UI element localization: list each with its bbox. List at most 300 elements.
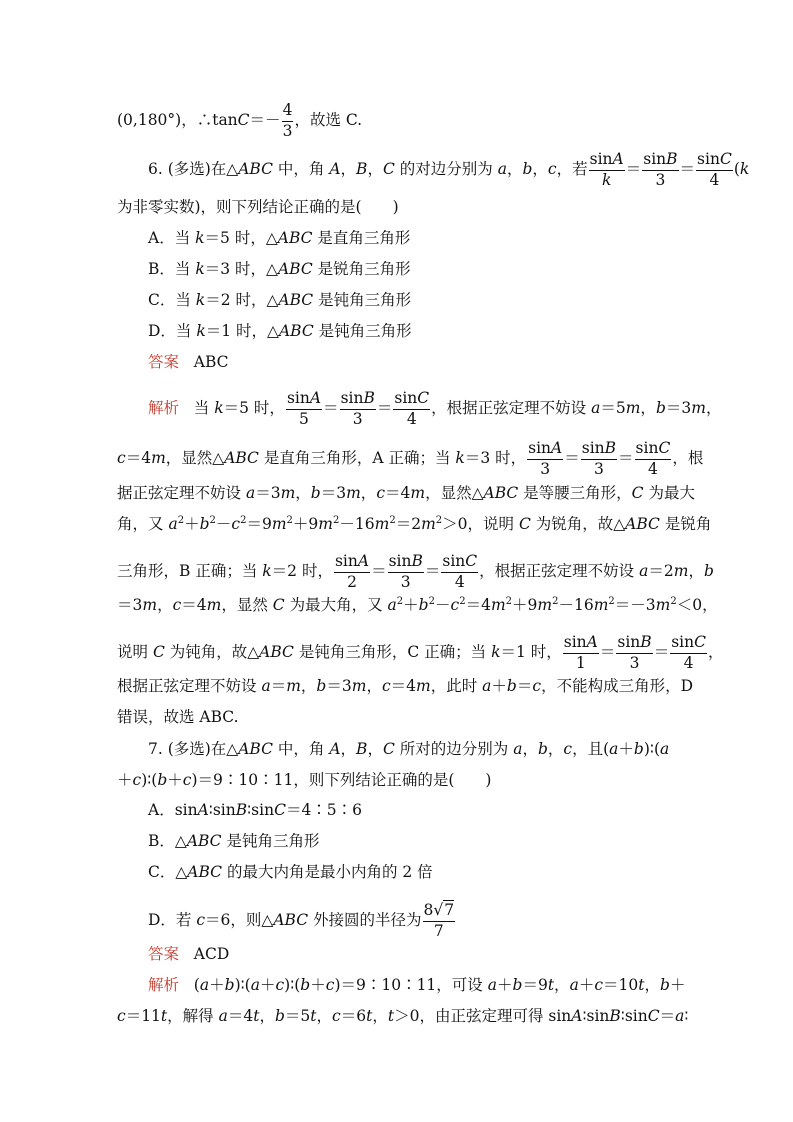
text-segment: ＝5 时，△	[204, 229, 278, 247]
math-variable: a	[639, 562, 649, 580]
math-variable: m	[593, 596, 609, 614]
answer-label: 答案	[148, 945, 180, 963]
text-segment: 的对边分别为	[394, 160, 498, 178]
math-variable: ABC	[224, 449, 259, 467]
math-variable: m	[416, 677, 431, 695]
math-variable: A	[586, 633, 598, 651]
text-segment: D．当	[148, 322, 197, 340]
text-segment: ＋	[669, 976, 686, 994]
q7-stem-line2	[117, 770, 491, 790]
math-variable: c	[532, 677, 542, 695]
text-segment: 是钝角三角形	[313, 291, 412, 309]
text-segment: 是锐角	[659, 515, 712, 533]
text-segment	[635, 441, 672, 460]
text-segment: 4	[454, 572, 465, 591]
text-segment: 根据正弦定理不妨设	[117, 677, 262, 695]
text-segment: 4	[683, 653, 694, 672]
text-segment	[589, 152, 625, 171]
text-segment: ＝4	[385, 484, 411, 502]
text-segment: ＝2	[395, 515, 422, 533]
math-variable: a	[591, 399, 601, 417]
math-variable: ABC	[186, 832, 222, 850]
math-variable: k	[195, 229, 205, 247]
fraction	[616, 635, 652, 671]
text-segment: ∶sin	[620, 1007, 648, 1025]
math-variable: c	[594, 976, 604, 994]
q6-option-b	[148, 259, 411, 279]
math-variable: c	[381, 677, 391, 695]
math-variable: t	[160, 1007, 168, 1025]
math-variable: m	[318, 515, 333, 533]
text-segment: 4	[282, 103, 294, 122]
fraction	[334, 554, 370, 590]
text-segment: ＋	[209, 976, 225, 994]
text-segment	[527, 441, 563, 460]
superscript: 2	[177, 515, 185, 526]
math-variable: m	[421, 515, 436, 533]
math-variable: k	[601, 170, 612, 189]
math-variable: b	[310, 484, 321, 502]
q7-option-d	[148, 903, 456, 939]
math-variable: c	[563, 740, 573, 758]
q7-option-b	[148, 831, 319, 851]
text-segment: ＝4	[125, 449, 152, 467]
text-segment	[423, 903, 456, 922]
math-variable: C	[518, 515, 531, 533]
math-variable: b	[506, 677, 517, 695]
text-segment: 是钝角三角形	[313, 322, 412, 340]
math-variable: a	[250, 976, 260, 994]
text-segment: 4	[406, 409, 417, 428]
text-segment: 中，角	[272, 740, 330, 758]
fraction	[589, 152, 625, 188]
text-segment: 中，角	[272, 160, 330, 178]
text-segment: 7	[444, 901, 455, 919]
math-variable: c	[196, 911, 206, 929]
text-segment: ＝3	[117, 596, 143, 614]
q6-answer	[148, 352, 229, 372]
text-segment: sin	[671, 633, 695, 651]
text-segment: sin	[286, 389, 310, 407]
math-variable: A	[612, 150, 624, 168]
q6-explanation-line9: 错误，故选 ABC.	[117, 708, 239, 726]
text-segment: ，	[554, 976, 570, 994]
text-segment: ＝3	[665, 399, 692, 417]
math-variable: B	[411, 552, 423, 570]
text-segment: D．若	[148, 911, 197, 929]
math-variable: B	[356, 740, 368, 758]
math-variable: m	[625, 399, 641, 417]
text-segment: ＝	[564, 449, 580, 467]
text-segment: ，	[366, 677, 382, 695]
text-segment: ，根据正弦定理不妨设	[479, 562, 640, 580]
sqrt-icon: √	[433, 901, 444, 919]
math-variable: m	[280, 484, 296, 502]
text-segment: A．当	[148, 229, 196, 247]
math-variable: C	[647, 1007, 660, 1025]
text-segment: ＝3	[320, 484, 347, 502]
fraction	[393, 391, 430, 427]
text-segment	[340, 391, 376, 410]
text-segment: ＝9	[522, 976, 548, 994]
text-segment: ＝－	[249, 111, 281, 129]
superscript: 2	[428, 596, 435, 607]
text-segment: ，	[367, 740, 383, 758]
text-segment: ＞0，由正弦定理可得 sin	[394, 1007, 572, 1025]
math-variable: m	[286, 677, 301, 695]
math-variable: C	[719, 150, 732, 168]
math-variable: k	[214, 399, 224, 417]
text-segment: 据正弦定理不妨设	[117, 484, 246, 502]
text-segment: 为最大	[643, 484, 695, 502]
text-segment: 3	[540, 459, 551, 478]
text-segment: ＋9	[512, 596, 538, 614]
text-segment: ＝2 时，	[271, 562, 333, 580]
text-segment: ＝	[618, 449, 634, 467]
fraction	[423, 903, 456, 939]
math-variable: t	[253, 1007, 260, 1025]
text-segment: ＋	[403, 596, 419, 614]
text-segment: ＝	[659, 1007, 676, 1025]
math-variable: c	[117, 449, 126, 467]
superscript: 2	[552, 596, 559, 607]
math-variable: c	[325, 976, 335, 994]
text-segment: ACD	[193, 945, 230, 963]
text-segment: ＝	[516, 677, 533, 695]
q6-explanation-line4	[117, 514, 711, 534]
math-variable: A	[309, 389, 322, 407]
math-variable: k	[196, 322, 206, 340]
q6-explanation-line7	[117, 635, 724, 671]
math-variable: ABC	[238, 160, 273, 178]
text-segment: ＝	[599, 643, 616, 661]
math-variable: C	[417, 389, 430, 407]
text-segment: ＝4	[227, 1007, 254, 1025]
text-segment: ，	[340, 160, 357, 178]
text-segment: ，解得	[167, 1007, 219, 1025]
text-segment: ，	[259, 1007, 275, 1025]
text-segment: 3	[400, 572, 411, 591]
text-segment: 3	[282, 121, 293, 140]
text-segment: B．当	[148, 260, 196, 278]
text-segment: 是等腰三角形，	[518, 484, 632, 502]
text-segment	[581, 441, 617, 460]
text-segment: 3	[629, 653, 640, 672]
fraction	[282, 103, 294, 139]
text-segment: A．sin	[148, 801, 198, 819]
math-variable: B	[604, 439, 617, 457]
math-variable: a	[609, 740, 619, 758]
text-segment: ，	[705, 399, 722, 417]
math-variable: b	[274, 1007, 285, 1025]
math-variable: m	[271, 515, 287, 533]
text-segment: ＝2	[648, 562, 674, 580]
text-segment	[334, 554, 370, 573]
text-segment: sin	[581, 439, 605, 457]
text-segment: －	[215, 515, 232, 533]
math-variable: C	[272, 596, 285, 614]
text-segment: 为钝角，故△	[164, 643, 260, 661]
q6-option-a	[148, 228, 410, 248]
text-segment: ，	[547, 740, 564, 758]
text-segment: ＜0，	[676, 596, 718, 614]
math-variable: A	[197, 801, 209, 819]
text-segment: sin	[528, 439, 552, 457]
q6-explanation-line3	[117, 483, 695, 503]
text-segment: ＝－3	[614, 596, 656, 614]
text-segment: ，	[688, 562, 704, 580]
math-variable: B	[235, 801, 248, 819]
math-variable: ABC	[259, 643, 294, 661]
text-segment	[670, 635, 707, 654]
math-variable: k	[195, 260, 205, 278]
math-variable: b	[157, 771, 168, 789]
superscript: 2	[389, 515, 396, 526]
text-segment: ＝5	[284, 1007, 311, 1025]
text-segment: 是直角三角形	[312, 229, 411, 247]
text-segment: 7	[433, 921, 444, 940]
text-segment: sin	[394, 389, 418, 407]
text-segment: ＝4	[181, 596, 207, 614]
text-segment: ，	[640, 399, 656, 417]
text-segment: )∶(	[643, 740, 660, 758]
text-segment: ＋	[167, 771, 183, 789]
explanation-label: 解析	[148, 976, 180, 994]
text-segment: ABC	[193, 353, 229, 371]
fraction	[286, 391, 322, 427]
text-segment: ＝6，则△	[205, 911, 274, 929]
text-segment: ＝	[653, 643, 670, 661]
text-segment: ＝3	[255, 484, 281, 502]
text-segment: 2	[347, 572, 357, 591]
superscript: 2	[286, 515, 293, 526]
fraction	[635, 441, 672, 477]
text-segment: 1	[575, 653, 586, 672]
math-variable: a	[261, 677, 271, 695]
q6-explanation-line1	[148, 391, 721, 427]
text-segment: ，显然△	[165, 449, 225, 467]
text-segment: ＝1 时，△	[205, 322, 279, 340]
text-segment: (	[733, 160, 740, 178]
text-segment: ＝5	[600, 399, 626, 417]
math-variable: b	[537, 740, 548, 758]
math-variable: b	[199, 515, 210, 533]
text-segment: )＝9∶10∶11，则下列结论正确的是( )	[191, 771, 492, 789]
text-segment	[642, 152, 678, 171]
math-variable: m	[673, 562, 689, 580]
text-segment: )∶(	[284, 976, 301, 994]
text-segment: ，不能构成三角形，D	[541, 677, 693, 695]
math-variable: A	[329, 160, 341, 178]
text-segment: ，若	[556, 160, 588, 178]
math-variable: c	[332, 1007, 341, 1025]
math-variable: m	[537, 596, 553, 614]
q6-option-c	[148, 290, 411, 310]
math-variable: a	[168, 515, 178, 533]
math-variable: b	[224, 976, 235, 994]
math-variable: k	[739, 160, 750, 178]
text-segment: ，	[707, 643, 724, 661]
math-variable: m	[346, 484, 361, 502]
math-variable: c	[132, 771, 142, 789]
text-segment: ，	[506, 160, 523, 178]
text-segment: 4	[648, 459, 658, 478]
math-variable: A	[329, 740, 341, 758]
math-variable: a	[487, 976, 497, 994]
text-segment: ，	[157, 596, 173, 614]
text-segment: ＝3	[326, 677, 352, 695]
math-variable: C	[465, 552, 478, 570]
text-segment: sin	[340, 389, 364, 407]
math-variable: b	[655, 399, 666, 417]
math-variable: ABC	[273, 911, 309, 929]
math-variable: m	[351, 677, 367, 695]
text-segment: ＋	[491, 677, 507, 695]
text-segment: ，显然	[221, 596, 273, 614]
q6-explanation-line5	[117, 554, 714, 590]
text-segment: ＋	[184, 515, 200, 533]
text-segment	[616, 635, 652, 654]
text-segment: ＝	[323, 399, 339, 417]
text-segment: 3	[655, 170, 666, 189]
text-segment: (0,180°)，∴tan	[117, 111, 238, 129]
explanation-label: 解析	[148, 399, 180, 417]
text-segment: ，	[367, 160, 383, 178]
text-segment: 是钝角三角形，C 正确；当	[293, 643, 492, 661]
fraction	[696, 152, 733, 188]
text-segment: 5	[299, 409, 309, 428]
math-variable: t	[387, 1007, 395, 1025]
math-variable: A	[551, 439, 563, 457]
math-variable: a	[569, 976, 579, 994]
text-segment: ＝10	[603, 976, 639, 994]
text-segment: ＋	[117, 771, 133, 789]
math-variable: b	[418, 596, 429, 614]
text-segment: ＝	[376, 399, 393, 417]
text-segment: )∶(	[141, 771, 158, 789]
text-segment: sin	[442, 552, 466, 570]
q6-explanation-line8	[117, 676, 693, 696]
text-segment: ∶sin	[247, 801, 275, 819]
text-segment: 三角形，B 正确；当	[117, 562, 263, 580]
text-segment: ，此时	[430, 677, 483, 695]
text-segment: －16	[339, 515, 375, 533]
superscript: 2	[608, 596, 615, 607]
math-variable: a	[387, 596, 397, 614]
math-variable: C	[382, 740, 395, 758]
q7-answer	[148, 944, 229, 964]
math-variable: k	[195, 291, 206, 309]
math-variable: ABC	[278, 322, 314, 340]
math-variable: a	[497, 160, 507, 178]
text-segment: 为最大角，又	[284, 596, 388, 614]
superscript: 2	[209, 515, 216, 526]
text-segment	[589, 171, 625, 189]
math-variable: b	[633, 740, 644, 758]
text-segment: sin	[334, 552, 358, 570]
math-variable: t	[366, 1007, 373, 1025]
superscript: 2	[670, 596, 677, 607]
text-segment: B．△	[148, 832, 187, 850]
text-segment: ∶	[684, 1007, 689, 1025]
text-segment	[563, 635, 599, 654]
text-segment: 是钝角三角形	[221, 832, 320, 850]
math-variable: ABC	[625, 515, 660, 533]
math-variable: C	[694, 633, 706, 651]
text-segment: 角，又	[117, 515, 169, 533]
text-segment: ＝	[270, 677, 287, 695]
text-segment: sin	[388, 552, 412, 570]
answer-label: 答案	[148, 353, 180, 371]
prev-solution-tail	[117, 103, 362, 139]
text-segment: 为锐角，故△	[530, 515, 626, 533]
math-variable: t	[310, 1007, 317, 1025]
text-segment: 8	[423, 901, 434, 919]
text-segment: 外接圆的半径为	[308, 911, 422, 929]
math-variable: c	[117, 1007, 126, 1025]
math-variable: a	[245, 484, 256, 502]
math-variable: m	[374, 515, 390, 533]
text-segment	[393, 391, 430, 410]
math-variable: m	[151, 449, 166, 467]
math-variable: c	[182, 771, 192, 789]
text-segment: ，	[360, 484, 377, 502]
fraction	[527, 441, 563, 477]
text-segment: ，显然△	[425, 484, 484, 502]
math-variable: k	[262, 562, 272, 580]
text-segment	[388, 554, 424, 573]
math-variable: t	[638, 976, 645, 994]
text-segment: ，	[372, 1007, 388, 1025]
math-variable: b	[512, 976, 523, 994]
text-segment: 4	[709, 170, 720, 189]
math-variable: a	[513, 740, 523, 758]
text-segment: 是锐角三角形	[312, 260, 411, 278]
q6-stem-line1	[148, 152, 749, 188]
math-variable: m	[142, 596, 158, 614]
math-variable: a	[199, 976, 210, 994]
superscript: 2	[435, 515, 443, 526]
text-segment: sin	[635, 439, 659, 457]
text-segment: sin	[643, 150, 667, 168]
text-segment: ＝11	[125, 1007, 161, 1025]
text-segment: sin	[617, 633, 641, 651]
math-variable: m	[490, 596, 506, 614]
text-segment: ，	[644, 976, 660, 994]
text-segment: ＝4	[465, 596, 491, 614]
q7-stem-line1	[148, 739, 669, 759]
fraction	[563, 635, 599, 671]
math-variable: m	[655, 596, 671, 614]
text-segment: ＝6	[340, 1007, 367, 1025]
text-segment: )＝9∶10∶11，可设	[334, 976, 488, 994]
text-segment: C．△	[148, 863, 188, 881]
text-segment: ＝4	[390, 677, 417, 695]
fraction	[642, 152, 678, 188]
math-variable: m	[691, 399, 706, 417]
math-variable: a	[675, 1007, 685, 1025]
text-segment: 所对的边分别为	[394, 740, 514, 758]
text-segment	[286, 391, 322, 410]
math-variable: B	[640, 633, 652, 651]
math-variable: b	[300, 976, 311, 994]
text-segment: ＋	[310, 976, 326, 994]
math-variable: t	[547, 976, 555, 994]
text-segment: ＋	[578, 976, 595, 994]
text-segment: ，	[316, 1007, 333, 1025]
q6-explanation-line2	[117, 441, 703, 477]
text-segment: ＝9	[246, 515, 272, 533]
